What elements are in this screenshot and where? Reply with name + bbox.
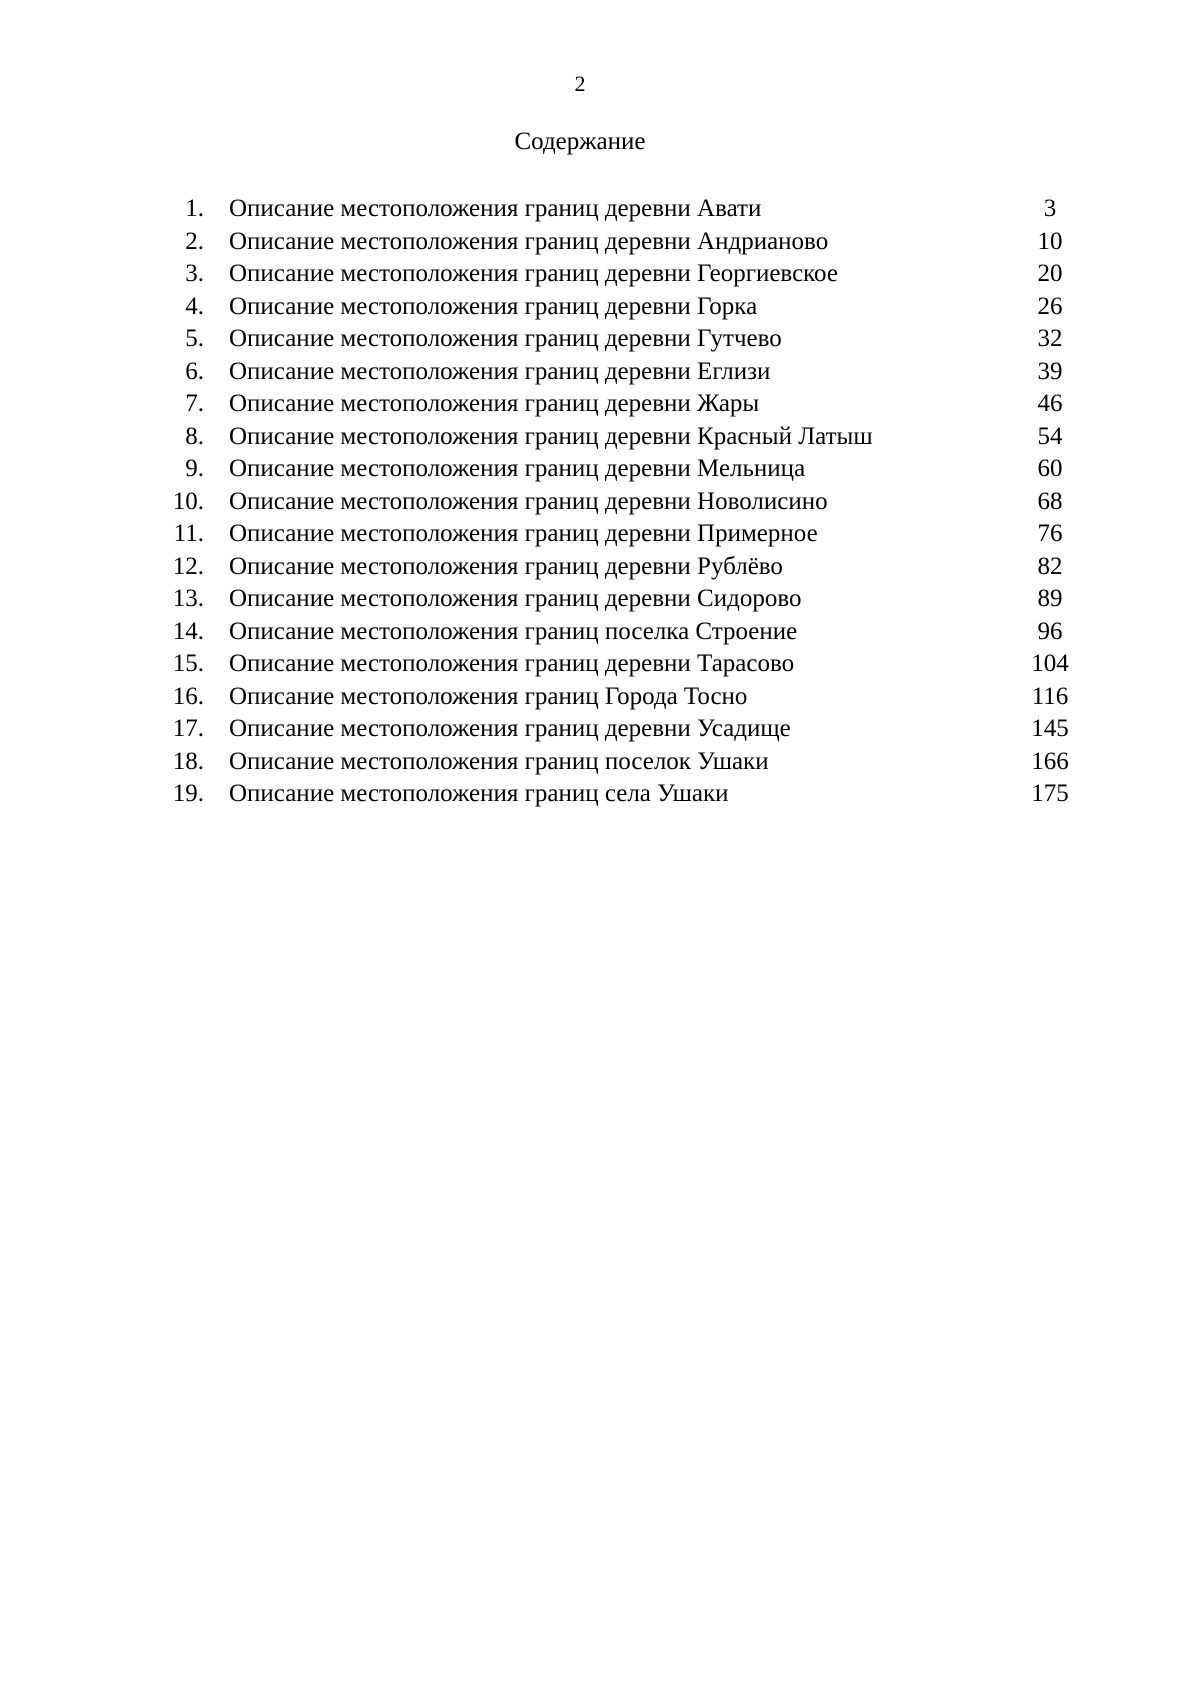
toc-entry-text: Описание местоположения границ поселка Строение: [229, 617, 798, 645]
toc-entry-text: Описание местоположения границ деревни Примерное: [229, 520, 818, 547]
toc-entry-number: 10.: [172, 487, 204, 515]
toc-entry-text: Описание местоположения границ деревни Гутчево: [229, 325, 782, 352]
toc-entry-page: 20: [1037, 260, 1063, 287]
toc-entry-page: 3: [1043, 195, 1057, 222]
toc-entry-number: 5.: [185, 325, 204, 352]
toc-entry-page: 96: [1037, 617, 1063, 645]
toc-entry: [0, 713, 1200, 746]
toc-entry-text: Описание местоположения границ Города Тосно: [229, 682, 748, 710]
toc-entry-page: 39: [1037, 357, 1063, 385]
toc-entry-number: 4.: [185, 292, 204, 320]
toc-entry-text: Описание местоположения границ деревни Сидорово: [229, 585, 802, 612]
toc-entry-page: 166: [1031, 747, 1069, 775]
toc-entry-page: 116: [1031, 682, 1069, 710]
toc-entry-text: Описание местоположения границ деревни Еглизи: [229, 357, 771, 385]
toc-entry-number: 2.: [185, 227, 204, 255]
toc-entry-number: 18.: [172, 747, 204, 775]
toc-entry-text: Описание местоположения границ поселок Ушаки: [229, 747, 769, 775]
toc-entry-page: 104: [1031, 650, 1069, 677]
toc-entry: [0, 681, 1200, 714]
toc-entry-number: 16.: [172, 682, 204, 710]
toc-entry-page: 145: [1031, 715, 1069, 742]
toc-entry-text: Описание местоположения границ деревни Новолисино: [229, 487, 828, 515]
toc-entry-number: 3.: [185, 260, 204, 287]
toc-entry: [0, 226, 1200, 259]
toc-entry: [0, 616, 1200, 649]
toc-entry-text: Описание местоположения границ деревни Горка: [229, 292, 758, 320]
toc-entry-page: 46: [1037, 390, 1063, 417]
toc-entry: [0, 388, 1200, 421]
toc-entry-text: Описание местоположения границ деревни Андрианово: [229, 227, 829, 255]
toc-entry-text: Описание местоположения границ деревни Жары: [229, 390, 760, 417]
toc-entry-number: 1.: [185, 195, 204, 222]
toc-entry: [0, 356, 1200, 389]
toc-entry-number: 11.: [173, 520, 204, 547]
toc-entry-number: 12.: [172, 552, 204, 580]
toc-entry: [0, 746, 1200, 779]
toc-entry-number: 7.: [185, 390, 204, 417]
toc-entry-number: 6.: [185, 357, 204, 385]
toc-entry-number: 19.: [172, 780, 204, 807]
toc-entry: [0, 551, 1200, 584]
toc-entry-number: 17.: [172, 715, 204, 742]
toc-entry-page: 54: [1037, 422, 1063, 450]
toc-entry-page: 175: [1031, 780, 1069, 807]
toc-entry-page: 26: [1037, 292, 1063, 320]
toc-title: Содержание: [514, 128, 646, 155]
toc-entry: [0, 583, 1200, 616]
toc-entry-number: 13.: [172, 585, 204, 612]
toc-entry-text: Описание местоположения границ деревни Авати: [229, 195, 762, 222]
toc-entry: [0, 193, 1200, 226]
toc-entry: [0, 648, 1200, 681]
toc-entry-page: 82: [1037, 552, 1063, 580]
page-number: 2: [574, 71, 586, 96]
toc-entry-text: Описание местоположения границ деревни Мельница: [229, 455, 806, 482]
toc-entry-text: Описание местоположения границ села Ушаки: [229, 780, 729, 807]
toc-entry: [0, 291, 1200, 324]
toc-entry-number: 14.: [172, 617, 204, 645]
toc-entry-text: Описание местоположения границ деревни Георгиевское: [229, 260, 838, 287]
toc-entry-number: 15.: [172, 650, 204, 677]
toc-entry: [0, 778, 1200, 811]
toc-entry-page: 60: [1037, 455, 1063, 482]
toc-entry-text: Описание местоположения границ деревни Рублёво: [229, 552, 783, 580]
toc-entry-number: 8.: [185, 422, 204, 450]
toc-entry-page: 89: [1037, 585, 1063, 612]
toc-entry: [0, 486, 1200, 519]
toc-entry: [0, 453, 1200, 486]
toc-entry-number: 9.: [185, 455, 204, 482]
toc-entry-page: 76: [1037, 520, 1063, 547]
toc-entry: [0, 421, 1200, 454]
toc-entry: [0, 258, 1200, 291]
toc-entry-page: 68: [1037, 487, 1063, 515]
toc-list: [0, 193, 1200, 811]
toc-entry: [0, 323, 1200, 356]
toc-entry: [0, 518, 1200, 551]
toc-entry-page: 10: [1037, 227, 1063, 255]
toc-entry-page: 32: [1037, 325, 1063, 352]
toc-entry-text: Описание местоположения границ деревни Красный Латыш: [229, 422, 873, 450]
toc-entry-text: Описание местоположения границ деревни Усадище: [229, 715, 791, 742]
toc-entry-text: Описание местоположения границ деревни Тарасово: [229, 650, 795, 677]
